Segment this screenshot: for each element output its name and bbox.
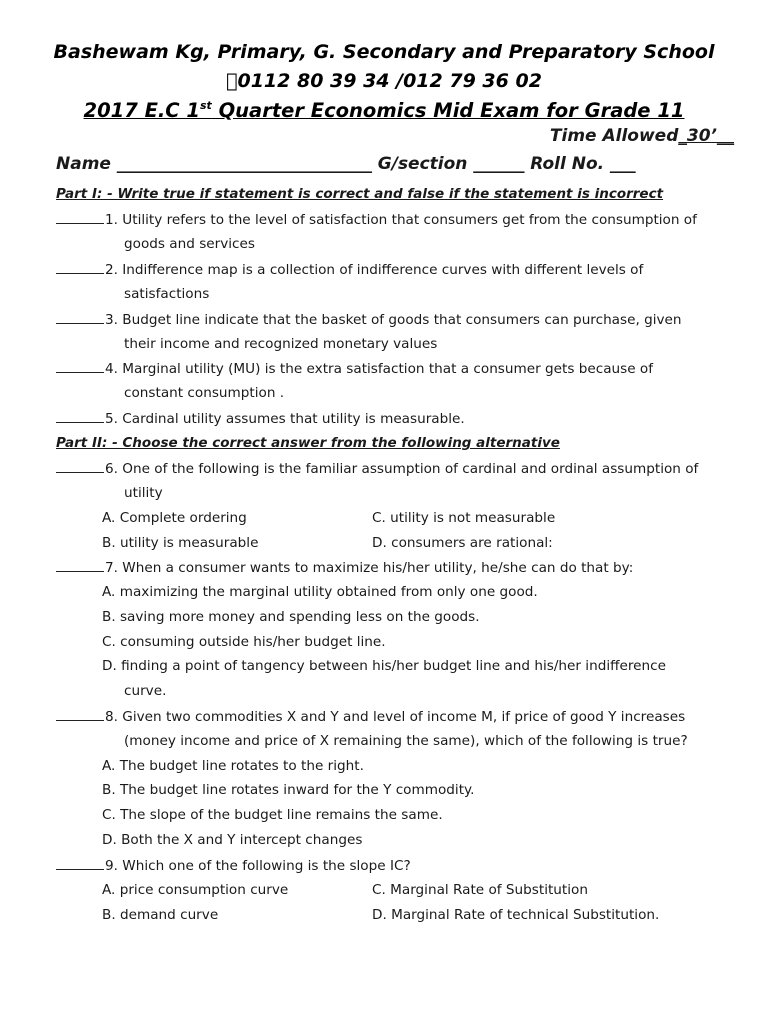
question-text: 5. Cardinal utility assumes that utility is measurable. bbox=[105, 411, 465, 427]
question-6 bbox=[56, 460, 698, 478]
phone-icon bbox=[226, 70, 237, 92]
question-2-cont: satisfactions bbox=[124, 286, 210, 302]
option-7d: D. finding a point of tangency between his/her budget line and his/her indifference bbox=[102, 658, 666, 674]
question-6-cont: utility bbox=[124, 485, 163, 501]
question-text: 3. Budget line indicate that the basket of goods that consumers can purchase, given bbox=[105, 312, 682, 328]
option-6a: A. Complete ordering bbox=[102, 510, 247, 526]
school-name: Bashewam Kg, Primary, G. Secondary and Preparatory School bbox=[53, 41, 715, 63]
time-allowed bbox=[550, 126, 734, 146]
option-7a: A. maximizing the marginal utility obtained from only one good. bbox=[102, 584, 538, 600]
option-9b: B. demand curve bbox=[102, 907, 219, 923]
answer-blank[interactable] bbox=[56, 708, 104, 721]
option-6d: D. consumers are rational: bbox=[372, 535, 553, 551]
answer-blank[interactable] bbox=[56, 460, 104, 473]
part1-title: Part I: - Write true if statement is correct and false if the statement is incorrect bbox=[56, 186, 664, 202]
question-text: 8. Given two commodities X and Y and level of income M, if price of good Y increases bbox=[105, 709, 686, 725]
option-8a: A. The budget line rotates to the right. bbox=[102, 758, 364, 774]
question-1 bbox=[56, 211, 697, 229]
option-7d-cont: curve. bbox=[124, 683, 167, 699]
question-8 bbox=[56, 708, 685, 726]
option-8c: C. The slope of the budget line remains the same. bbox=[102, 807, 443, 823]
question-4 bbox=[56, 360, 653, 378]
question-text: 6. One of the following is the familiar assumption of cardinal and ordinal assumption of bbox=[105, 461, 699, 477]
answer-blank[interactable] bbox=[56, 360, 104, 373]
answer-blank[interactable] bbox=[56, 261, 104, 274]
option-9a: A. price consumption curve bbox=[102, 882, 289, 898]
answer-blank[interactable] bbox=[56, 857, 104, 870]
answer-blank[interactable] bbox=[56, 211, 104, 224]
time-value: _30’__ bbox=[678, 126, 734, 146]
question-text: 2. Indifference map is a collection of indifference curves with different levels of bbox=[105, 262, 644, 278]
question-text: 9. Which one of the following is the slope IC? bbox=[105, 858, 411, 874]
exam-title-sup: st bbox=[199, 99, 212, 112]
name-section-roll-row: Name ______________________________ G/section ______ Roll No. ___ bbox=[56, 154, 636, 174]
option-7b: B. saving more money and spending less on the goods. bbox=[102, 609, 480, 625]
answer-blank[interactable] bbox=[56, 311, 104, 324]
question-8-cont: (money income and price of X remaining the same), which of the following is true? bbox=[124, 733, 688, 749]
time-label: Time Allowed bbox=[549, 126, 679, 146]
phone-line bbox=[0, 70, 768, 92]
option-7c: C. consuming outside his/her budget line. bbox=[102, 634, 386, 650]
option-6b: B. utility is measurable bbox=[102, 535, 259, 551]
question-7 bbox=[56, 559, 633, 577]
option-8d: D. Both the X and Y intercept changes bbox=[102, 832, 363, 848]
question-1-cont: goods and services bbox=[124, 236, 255, 252]
question-3 bbox=[56, 311, 682, 329]
exam-title-pre: 2017 E.C 1 bbox=[83, 99, 200, 122]
phone-numbers: 0112 80 39 34 /012 79 36 02 bbox=[231, 70, 537, 92]
answer-blank[interactable] bbox=[56, 410, 104, 423]
exam-title-post: Quarter Economics Mid Exam for Grade 11 bbox=[211, 99, 685, 122]
option-9c: C. Marginal Rate of Substitution bbox=[372, 882, 588, 898]
question-3-cont: their income and recognized monetary values bbox=[124, 336, 438, 352]
option-6c: C. utility is not measurable bbox=[372, 510, 556, 526]
question-2 bbox=[56, 261, 643, 279]
question-text: 7. When a consumer wants to maximize his/her utility, he/she can do that by: bbox=[105, 560, 634, 576]
part2-title: Part II: - Choose the correct answer from the following alternative bbox=[56, 435, 560, 451]
question-9 bbox=[56, 857, 411, 875]
question-text: 1. Utility refers to the level of satisfaction that consumers get from the consumption of bbox=[105, 212, 697, 228]
question-text: 4. Marginal utility (MU) is the extra satisfaction that a consumer gets because of bbox=[105, 361, 654, 377]
exam-title bbox=[0, 99, 768, 122]
answer-blank[interactable] bbox=[56, 559, 104, 572]
question-4-cont: constant consumption . bbox=[124, 385, 285, 401]
option-9d: D. Marginal Rate of technical Substitution. bbox=[372, 907, 660, 923]
option-8b: B. The budget line rotates inward for the Y commodity. bbox=[102, 782, 475, 798]
question-5 bbox=[56, 410, 465, 428]
